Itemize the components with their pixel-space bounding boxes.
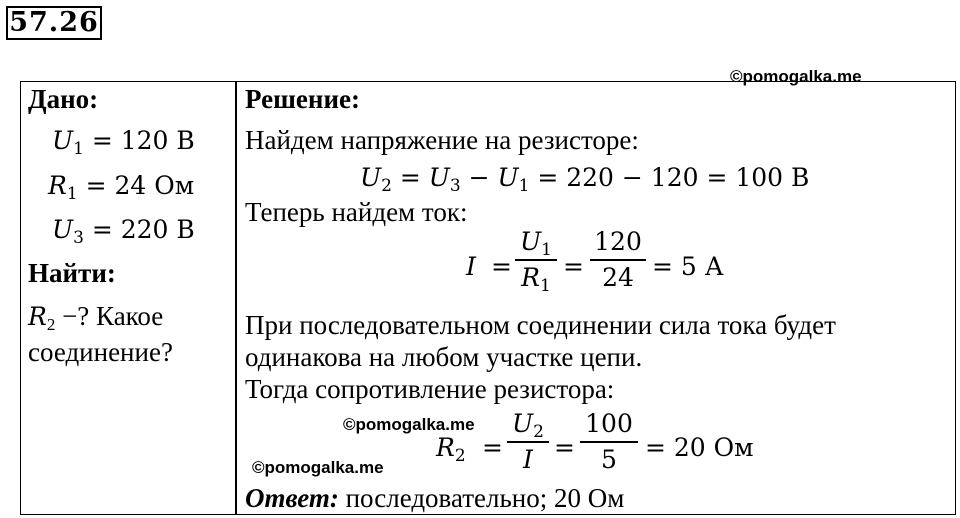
fraction-100-over-5: 100 5 [580,409,638,475]
find-heading: Найти: [28,258,116,288]
eq-resistance-result: = 20 Ом [645,433,754,462]
fraction-120-over-24: 120 24 [590,227,646,293]
solution-step3-line1: При последовательном соединении сила тока будет [245,310,836,340]
solution-step2-text: Теперь найдем ток: [245,197,468,227]
watermark-middle: ©pomogalka.me [343,415,475,434]
fraction-u2-over-i: $U_2$ I [507,409,549,475]
find-line1: $R_2$ −? Какое [28,301,164,334]
eq-resistance-lhs: $R_2$ [436,433,466,466]
eq-current-equals-1: = [491,252,512,281]
column-divider [235,81,237,515]
eq-current-equals-2: = [563,252,584,281]
answer-line [245,482,624,514]
equation-voltage: $U_2 = U_3 - U_1 = 220 - 120 = 100$ В [360,163,810,196]
given-u3: $U_3 = 220$ В [52,215,195,248]
watermark-top-right: ©pomogalka.me [730,67,862,86]
solution-step1-text: Найдем напряжение на резисторе: [245,125,639,155]
solution-heading: Решение: [245,84,360,114]
solution-step3-line2: одинакова на любом участке цепи. [245,342,643,372]
given-r1: $R_1 = 24$ Ом [48,171,195,204]
solution-step4-text: Тогда сопротивление резистора: [245,374,615,404]
given-u1: $U_1 = 120$ В [52,126,195,159]
eq-current-result: = 5 А [652,252,724,281]
fraction-u1-over-r1: $U_1$ $R_1$ [515,227,557,293]
answer-text: последовательно; 20 Ом [338,483,625,513]
watermark-bottom-left: ©pomogalka.me [252,458,384,477]
eq-resistance-equals-1: = [482,433,503,462]
find-line2: соединение? [28,337,173,367]
given-heading: Дано: [28,84,99,114]
answer-label: Ответ: [245,483,339,513]
problem-number: 57.26 [6,6,102,40]
eq-resistance-equals-2: = [554,433,575,462]
eq-current-lhs: I [466,252,476,281]
